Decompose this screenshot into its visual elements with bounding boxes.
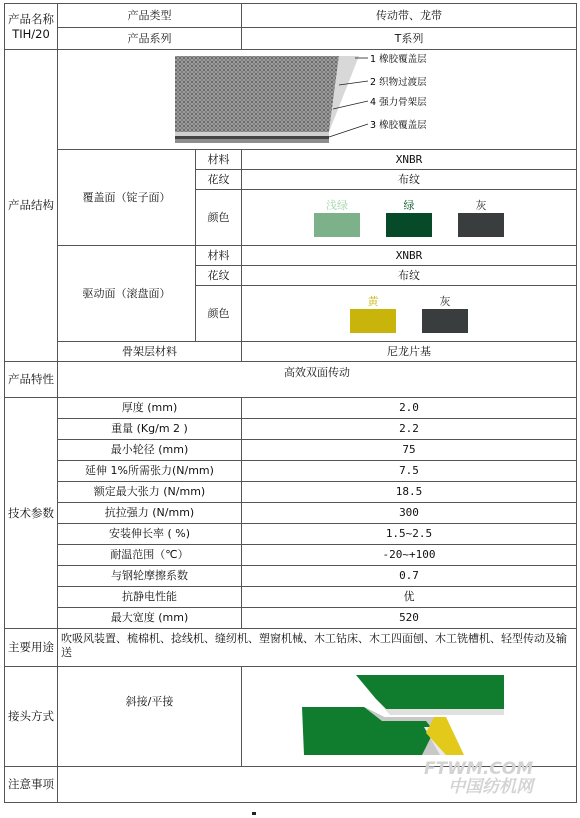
drive-color-label: 颜色 [196,286,242,342]
product-feature-value: 高效双面传动 [58,362,577,398]
cover-color-label: 颜色 [196,190,242,246]
drive-pattern-value: 布纹 [242,266,577,286]
tech-param-name: 延伸 1%所需张力(N/mm) [58,461,242,482]
cover-material-value: XNBR [242,150,577,170]
cover-material-label: 材料 [196,150,242,170]
skeleton-label: 骨架层材料 [58,342,242,362]
tech-param-value: -20~+100 [242,545,577,566]
structure-diagram-cell [58,50,577,150]
belt-top-surface [175,56,339,132]
spec-table [4,3,577,803]
tech-param-name: 安装伸长率 ( %) [58,524,242,545]
watermark: FTWM.COM 中国纺机网 [424,759,534,797]
drive-color-swatches [242,286,577,342]
tech-params-label: 技术参数 [5,398,58,629]
tech-param-value: 75 [242,440,577,461]
product-series-label: 产品系列 [58,28,242,50]
page-mark [252,812,256,815]
tech-param-value: 1.5~2.5 [242,524,577,545]
tech-param-name: 厚度 (mm) [58,398,242,419]
cover-swatch-label: 浅绿 [326,199,348,212]
tech-param-value: 7.5 [242,461,577,482]
tech-param-value: 18.5 [242,482,577,503]
cover-color-swatches [242,190,577,246]
notes-label: 注意事项 [5,767,58,803]
layer-bottom-rubber [175,139,329,143]
tech-param-name: 抗拉强力 (N/mm) [58,503,242,524]
tech-param-name: 最大宽度 (mm) [58,608,242,629]
product-type-value: 传动带、龙带 [242,4,577,28]
cover-swatch-color [458,213,504,237]
drive-swatch-row [244,294,574,333]
tech-param-value: 0.7 [242,566,577,587]
cover-swatch [458,198,504,237]
product-type-label: 产品类型 [58,4,242,28]
cover-swatch-label: 绿 [403,199,415,212]
diagram-label-2: 2 织物过渡层 [370,76,427,88]
product-feature-label: 产品特性 [5,362,58,398]
joint-value: 斜接/平接 [58,667,242,767]
cover-swatch [386,198,432,237]
tech-param-name: 额定最大张力 (N/mm) [58,482,242,503]
diagram-label-4: 4 强力骨架层 [370,96,427,108]
tech-param-name: 耐温范围（℃） [58,545,242,566]
product-series-value: T系列 [242,28,577,50]
cover-pattern-value: 布纹 [242,170,577,190]
diagram-label-1: 1 橡胶覆盖层 [370,53,427,65]
drive-face-label: 驱动面（滚盘面） [58,246,196,342]
tech-param-value: 2.0 [242,398,577,419]
tech-param-value: 520 [242,608,577,629]
drive-pattern-label: 花纹 [196,266,242,286]
product-name-label: 产品名称 TIH/20 [5,4,58,50]
product-structure-label: 产品结构 [5,50,58,362]
cover-swatch-color [314,213,360,237]
tech-param-name: 与钢轮摩擦系数 [58,566,242,587]
tech-param-name: 抗静电性能 [58,587,242,608]
tech-param-value: 优 [242,587,577,608]
usage-value: 吹吸风装置、梳棉机、捻线机、缝纫机、塑窗机械、木工钻床、木工四面刨、木工铣槽机、轻型传动及输送 [58,629,577,667]
drive-swatch [350,294,396,333]
drive-swatch-color [422,309,468,333]
drive-swatch [422,294,468,333]
tech-param-name: 最小轮径 (mm) [58,440,242,461]
drive-material-label: 材料 [196,246,242,266]
diagram-label-3: 3 橡胶覆盖层 [370,119,427,131]
cover-swatch-color [386,213,432,237]
cover-pattern-label: 花纹 [196,170,242,190]
cover-face-label: 覆盖面（锭子面） [58,150,196,246]
drive-swatch-color [350,309,396,333]
joint-diagram-cell [242,667,577,767]
belt-structure-diagram [167,53,467,147]
layer-skeleton [175,136,329,139]
usage-label: 主要用途 [5,629,58,667]
tech-param-value: 2.2 [242,419,577,440]
joint-diagram [294,671,524,763]
belt-piece-top [356,675,504,709]
tech-param-name: 重量 (Kg/m 2 ) [58,419,242,440]
joint-label: 接头方式 [5,667,58,767]
layer-fabric [175,132,329,136]
skeleton-value: 尼龙片基 [242,342,577,362]
cover-swatch [314,198,360,237]
drive-swatch-label: 灰 [439,295,451,308]
drive-material-value: XNBR [242,246,577,266]
drive-swatch-label: 黄 [367,295,379,308]
tech-param-value: 300 [242,503,577,524]
cover-swatch-label: 灰 [475,199,487,212]
cover-swatch-row [244,198,574,237]
